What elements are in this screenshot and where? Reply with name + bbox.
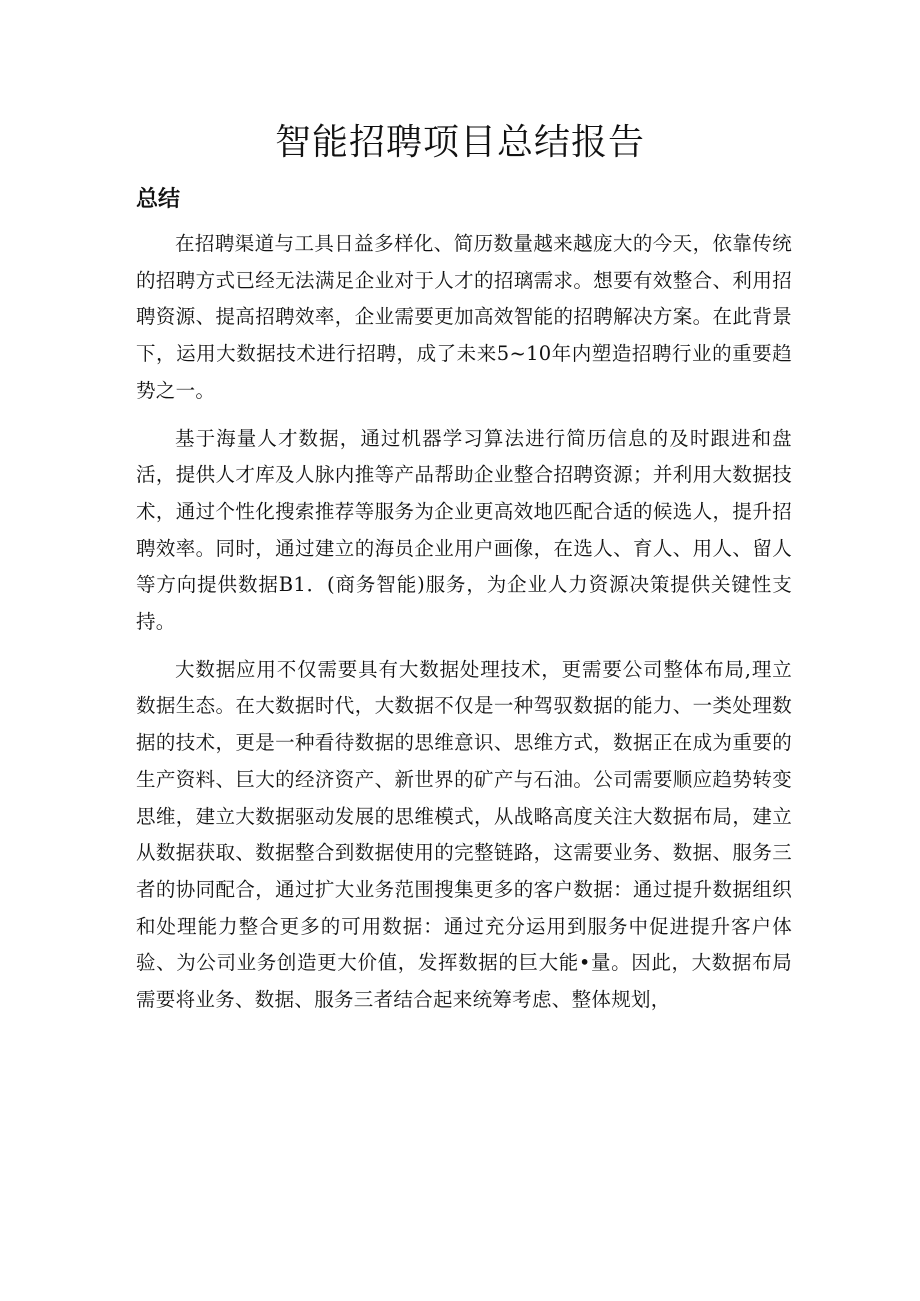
paragraph-1: 在招聘渠道与工具日益多样化、简历数量越来越庞大的今天，依靠传统的招聘方式已经无法满足企业对于人才的招璃需求。想要有效整合、利用招聘资源、提高招聘效率，企业需要更加高效智能的招聘解决方案。在此背景下，运用大数据技术进行招聘，成了未来5~10年内塑造招聘行业的重要趋势之一。 bbox=[136, 232, 792, 402]
paragraph-3: 大数据应用不仅需要具有大数据处理技术，更需要公司整体布局,理立数据生态。在大数据时代，大数据不仅是一种驾驭数据的能力、一类处理数据的技术，更是一种看待数据的思维意识、思维方式，数据正在成为重要的生产资料、巨大的经济资产、新世界的矿产与石油。公司需要顺应趋势转变思维，建立大数据驱动发展的思维模式，从战略高度关注大数据布局，建立从数据获取、数据整合到数据使用的完整链路，这需要业务、数据、服务三者的协同配合，通过扩大业务范围搜集更多的客户数据：通过提升数据组织和处理能力整合更多的可用数据：通过充分运用到服务中促进提升客户体验、为公司业务创造更大价值，发挥数据的巨大能•量。因此，大数据布局需要将业务、数据、服务三者结合起来统筹考虑、整体规划， bbox=[136, 657, 792, 1012]
document-title: 智能招聘项目总结报告 bbox=[274, 122, 645, 163]
document-body bbox=[136, 226, 792, 1030]
section-heading-summary: 总结 bbox=[136, 187, 181, 212]
paragraph-2: 基于海量人才数据，通过机器学习算法进行简历信息的及时跟进和盘活，提供人才库及人脉内推等产品帮助企业整合招聘资源；并利用大数据技术，通过个性化搜索推荐等服务为企业更高效地匹配合适的候选人，提升招聘效率。同时，通过建立的海员企业用户画像，在选人、育人、用人、留人等方向提供数据B1．(商务智能)服务，为企业人力资源决策提供关键性支持。 bbox=[136, 426, 792, 634]
